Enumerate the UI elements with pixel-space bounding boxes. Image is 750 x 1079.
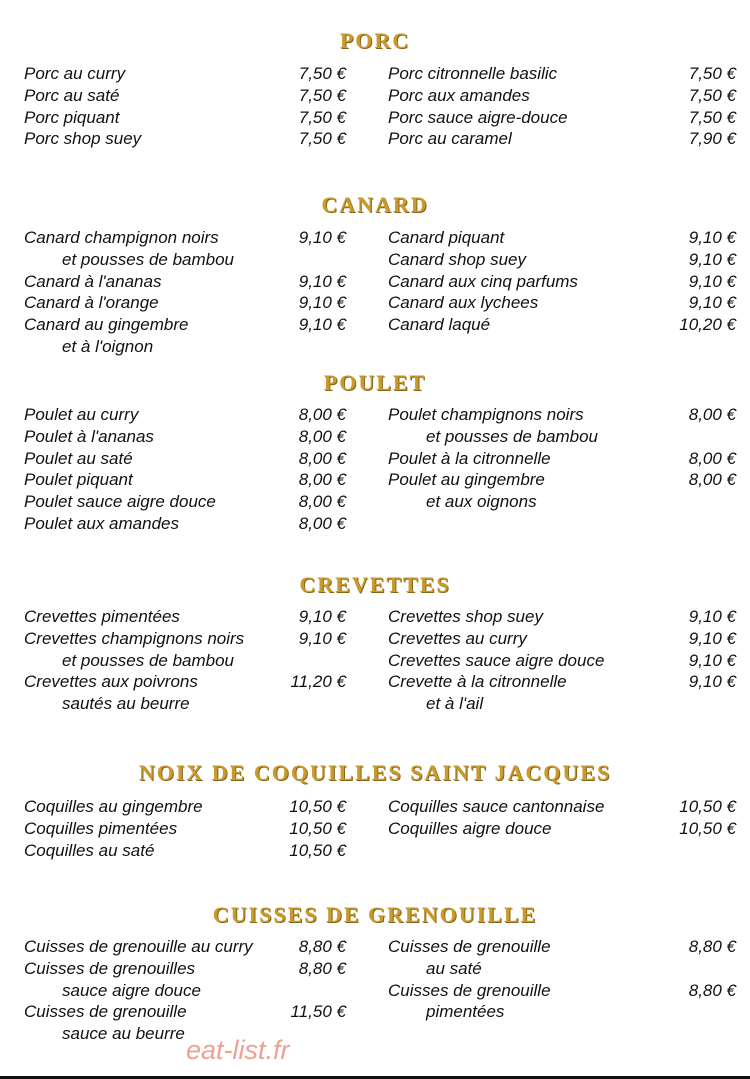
dish-name: Coquilles pimentées bbox=[24, 818, 178, 838]
dish-price: 9,10 € bbox=[298, 315, 346, 335]
dish-name: Coquilles au saté bbox=[24, 840, 155, 860]
dish-name-continued: au saté bbox=[426, 958, 482, 978]
dish-name: Crevettes au curry bbox=[388, 628, 527, 648]
dish-name: Crevettes shop suey bbox=[388, 607, 543, 626]
dish-name: Poulet champignons noirs bbox=[388, 405, 584, 424]
dish-price: 8,00 € bbox=[688, 470, 736, 490]
dish-price: 7,50 € bbox=[298, 129, 346, 149]
dish-name: Canard piquant bbox=[388, 228, 505, 247]
menu-column-right bbox=[388, 63, 736, 150]
dish-price: 8,80 € bbox=[298, 937, 346, 956]
menu-item bbox=[388, 606, 736, 628]
dish-price: 10,20 € bbox=[679, 315, 736, 335]
menu-column-left bbox=[24, 227, 346, 358]
dish-price: 7,50 € bbox=[298, 85, 346, 105]
menu-item bbox=[24, 840, 346, 862]
menu-item bbox=[24, 63, 346, 85]
dish-name: Cuisses de grenouille bbox=[388, 937, 551, 956]
dish-name: Poulet au curry bbox=[24, 405, 139, 424]
dish-price: 8,00 € bbox=[688, 448, 736, 468]
dish-price: 9,10 € bbox=[688, 228, 736, 247]
dish-name-continued: sauce au beurre bbox=[62, 1024, 185, 1044]
menu-item bbox=[388, 85, 736, 107]
menu-item bbox=[388, 63, 736, 85]
menu-column-right bbox=[388, 936, 736, 1023]
menu-item bbox=[24, 292, 346, 314]
menu-item bbox=[388, 292, 736, 314]
dish-name: Canard à l'ananas bbox=[24, 271, 162, 291]
dish-name: Cuisses de grenouille bbox=[24, 1002, 187, 1022]
dish-name: Poulet aux amandes bbox=[24, 513, 179, 533]
menu-column-right bbox=[388, 404, 736, 513]
dish-price: 11,50 € bbox=[290, 1002, 346, 1022]
dish-name: Cuisses de grenouille au curry bbox=[24, 937, 253, 956]
menu-item bbox=[388, 671, 736, 715]
dish-name: Porc citronnelle basilic bbox=[388, 64, 558, 83]
section-title: NOIX DE COQUILLES SAINT JACQUES bbox=[138, 760, 612, 785]
dish-price: 7,50 € bbox=[688, 107, 736, 127]
dish-name: Canard au gingembre bbox=[24, 315, 189, 335]
dish-price: 9,10 € bbox=[298, 228, 346, 247]
dish-name: Coquilles sauce cantonnaise bbox=[388, 797, 605, 816]
menu-column-right bbox=[388, 227, 736, 336]
dish-price: 9,10 € bbox=[688, 650, 736, 670]
menu-item bbox=[388, 936, 736, 980]
menu-item bbox=[388, 650, 736, 672]
watermark: eat-list.fr bbox=[186, 1035, 290, 1065]
menu-item bbox=[24, 426, 346, 448]
menu-item bbox=[24, 958, 346, 1002]
dish-price: 8,00 € bbox=[298, 513, 346, 533]
dish-name: Canard laqué bbox=[388, 315, 491, 335]
dish-name: Crevettes aux poivrons bbox=[24, 672, 198, 692]
dish-name: Crevette à la citronnelle bbox=[388, 672, 567, 692]
dish-price: 9,10 € bbox=[298, 607, 346, 626]
menu-item bbox=[388, 469, 736, 513]
dish-name: Poulet au saté bbox=[24, 448, 133, 468]
dish-name: Crevettes champignons noirs bbox=[24, 628, 245, 648]
dish-price: 9,10 € bbox=[688, 249, 736, 269]
dish-name-continued: et pousses de bambou bbox=[426, 426, 599, 446]
dish-name-continued: et à l'oignon bbox=[62, 336, 154, 356]
menu-column-left bbox=[24, 606, 346, 715]
menu-item bbox=[24, 128, 346, 150]
dish-price: 9,10 € bbox=[688, 672, 736, 692]
menu-column-right bbox=[388, 606, 736, 715]
dish-name: Coquilles aigre douce bbox=[388, 818, 552, 838]
dish-name: Porc au saté bbox=[24, 85, 120, 105]
dish-name-continued: et aux oignons bbox=[426, 492, 537, 512]
menu-column-left bbox=[24, 404, 346, 535]
section-title: CUISSES DE GRENOUILLE bbox=[212, 902, 538, 927]
section-title: PORC bbox=[339, 28, 411, 53]
dish-name: Porc aux amandes bbox=[388, 85, 530, 105]
dish-price: 8,80 € bbox=[298, 958, 346, 978]
menu-column-left bbox=[24, 796, 346, 861]
menu-item bbox=[24, 796, 346, 818]
section-title: POULET bbox=[323, 370, 427, 395]
dish-name: Poulet à l'ananas bbox=[24, 426, 154, 446]
dish-name: Porc shop suey bbox=[24, 129, 142, 149]
dish-name-continued: sautés au beurre bbox=[62, 694, 190, 714]
dish-name-continued: et à l'ail bbox=[426, 694, 484, 714]
menu-item bbox=[388, 249, 736, 271]
menu-item bbox=[388, 448, 736, 470]
section-title: CREVETTES bbox=[299, 572, 451, 597]
dish-price: 7,90 € bbox=[688, 129, 736, 149]
menu-item bbox=[388, 128, 736, 150]
dish-price: 10,50 € bbox=[679, 797, 736, 816]
menu-item bbox=[388, 271, 736, 293]
menu-item bbox=[24, 671, 346, 715]
dish-name-continued: et pousses de bambou bbox=[62, 249, 235, 269]
menu-item bbox=[388, 404, 736, 448]
menu-item bbox=[24, 469, 346, 491]
dish-name: Crevettes pimentées bbox=[24, 607, 180, 626]
dish-name: Poulet piquant bbox=[24, 470, 133, 490]
dish-name: Cuisses de grenouilles bbox=[24, 958, 196, 978]
menu-item bbox=[24, 936, 346, 958]
dish-price: 7,50 € bbox=[688, 85, 736, 105]
dish-name: Coquilles au gingembre bbox=[24, 797, 203, 816]
dish-price: 10,50 € bbox=[289, 797, 346, 816]
dish-name: Porc au caramel bbox=[388, 129, 512, 149]
menu-item bbox=[24, 628, 346, 672]
dish-name: Porc sauce aigre-douce bbox=[388, 107, 568, 127]
dish-name: Canard aux cinq parfums bbox=[388, 271, 578, 291]
dish-name-continued: et pousses de bambou bbox=[62, 650, 235, 670]
dish-name: Canard shop suey bbox=[388, 249, 526, 269]
dish-name: Canard champignon noirs bbox=[24, 228, 219, 247]
dish-price: 8,00 € bbox=[688, 405, 736, 424]
dish-name-continued: sauce aigre douce bbox=[62, 980, 201, 1000]
dish-price: 9,10 € bbox=[688, 607, 736, 626]
dish-name: Porc piquant bbox=[24, 107, 120, 127]
menu-item bbox=[24, 448, 346, 470]
dish-price: 8,80 € bbox=[688, 980, 736, 1000]
dish-price: 8,00 € bbox=[298, 448, 346, 468]
menu-item bbox=[24, 818, 346, 840]
menu-item bbox=[388, 107, 736, 129]
dish-price: 7,50 € bbox=[688, 64, 736, 83]
dish-price: 11,20 € bbox=[290, 672, 346, 692]
menu-item bbox=[24, 85, 346, 107]
menu-item bbox=[388, 796, 736, 818]
menu-item bbox=[388, 314, 736, 336]
menu-item bbox=[24, 271, 346, 293]
dish-name: Porc au curry bbox=[24, 64, 126, 83]
dish-name: Canard à l'orange bbox=[24, 293, 159, 313]
dish-price: 7,50 € bbox=[298, 64, 346, 83]
menu-item bbox=[24, 227, 346, 271]
dish-price: 9,10 € bbox=[688, 293, 736, 313]
dish-name: Poulet au gingembre bbox=[388, 470, 545, 490]
menu-item bbox=[24, 513, 346, 535]
dish-price: 8,00 € bbox=[298, 492, 346, 512]
menu-item bbox=[388, 818, 736, 840]
dish-name: Poulet sauce aigre douce bbox=[24, 492, 216, 512]
menu-column-left bbox=[24, 936, 346, 1045]
dish-price: 7,50 € bbox=[298, 107, 346, 127]
dish-price: 9,10 € bbox=[688, 271, 736, 291]
dish-name-continued: pimentées bbox=[426, 1002, 505, 1022]
dish-price: 10,50 € bbox=[289, 840, 346, 860]
menu-item bbox=[24, 606, 346, 628]
dish-name: Canard aux lychees bbox=[388, 293, 539, 313]
menu-item bbox=[388, 980, 736, 1024]
dish-name: Crevettes sauce aigre douce bbox=[388, 650, 605, 670]
menu-item bbox=[388, 227, 736, 249]
section-title: CANARD bbox=[321, 192, 429, 217]
menu-item bbox=[24, 404, 346, 426]
menu-column-right bbox=[388, 796, 736, 840]
dish-name: Cuisses de grenouille bbox=[388, 980, 551, 1000]
dish-price: 8,00 € bbox=[298, 426, 346, 446]
menu-column-left bbox=[24, 63, 346, 150]
menu-item bbox=[24, 491, 346, 513]
dish-price: 10,50 € bbox=[679, 818, 736, 838]
menu-item bbox=[24, 107, 346, 129]
menu-item bbox=[388, 628, 736, 650]
menu-item bbox=[24, 1001, 346, 1045]
dish-price: 8,00 € bbox=[298, 470, 346, 490]
dish-price: 8,80 € bbox=[688, 937, 736, 956]
dish-name: Poulet à la citronnelle bbox=[388, 448, 551, 468]
dish-price: 8,00 € bbox=[298, 405, 346, 424]
dish-price: 9,10 € bbox=[298, 628, 346, 648]
dish-price: 9,10 € bbox=[298, 271, 346, 291]
dish-price: 9,10 € bbox=[298, 293, 346, 313]
dish-price: 9,10 € bbox=[688, 628, 736, 648]
dish-price: 10,50 € bbox=[289, 818, 346, 838]
menu-item bbox=[24, 314, 346, 358]
